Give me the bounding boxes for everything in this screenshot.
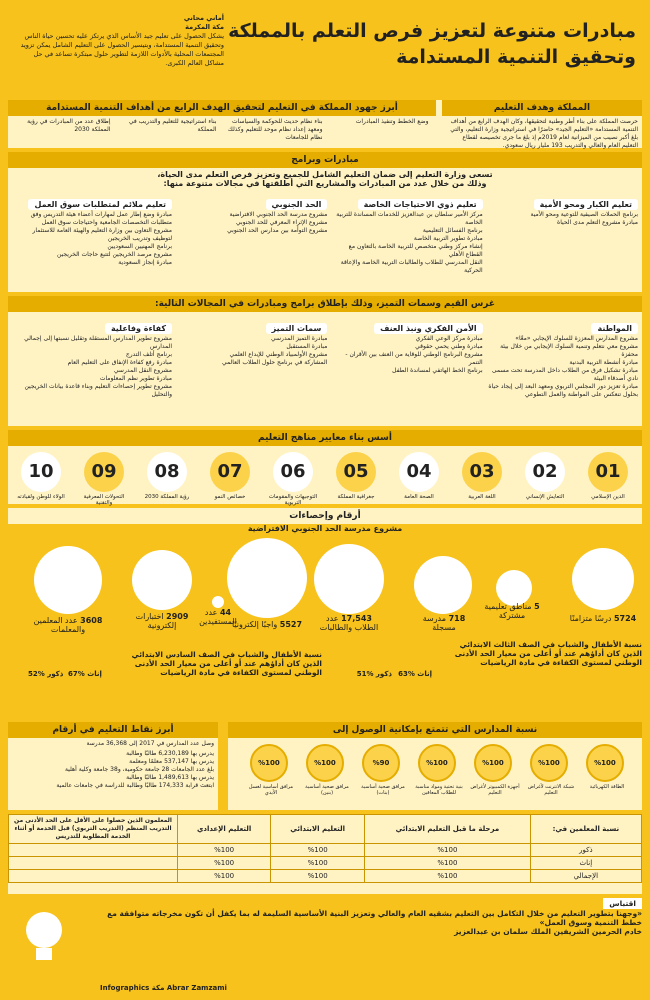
curriculum-number: 03	[462, 452, 502, 492]
effort-item: وضع الخطط وتنفيذ المبادرات	[355, 118, 429, 125]
stat-caption: مناطق تعليمية مشتركة	[484, 602, 532, 620]
row-label: إناث	[530, 857, 641, 870]
program-column	[333, 192, 483, 275]
curriculum-label: التحولات المعرفية والتقنية	[83, 494, 125, 506]
table-cell: %100	[178, 870, 271, 883]
value-item: مبادرة رفع كفاءة الإنفاق على التعليم العام	[67, 359, 173, 366]
curriculum-number: 07	[210, 452, 250, 492]
values-section	[8, 296, 642, 426]
gender-right-male: ذكور %51	[356, 670, 392, 678]
footer-brand: Infographics	[100, 984, 150, 992]
school-pct: %100	[586, 744, 624, 782]
number-item: يدرس بها 1,489,613 طالبًا وطالبة	[126, 774, 214, 781]
number-item: يدرس بها 537,147 معلمًا ومعلمة	[129, 758, 214, 765]
effort-item: بناء استراتيجية للتعليم والتدريب في المملكة	[128, 118, 217, 133]
program-column-title: تعليم ملائم لمتطلبات سوق العمل	[28, 199, 172, 210]
numbers-title: أبرز نقاط التعليم في أرقام	[8, 722, 218, 738]
program-item: مبادرة مشروع التعلم مدى الحياة	[557, 219, 638, 226]
curriculum-label: الصحة العامة	[404, 494, 434, 500]
program-item: مبادرة إنجاز السعودية	[118, 259, 173, 266]
value-column	[177, 316, 327, 399]
curriculum-label: الدين الإسلامي	[591, 494, 625, 500]
school-label: أجهزة الكمبيوتر لأغراض التعليم	[470, 784, 520, 796]
stat-bubble	[212, 596, 224, 608]
curriculum-number: 01	[588, 452, 628, 492]
program-item: مشروع مدرسة الحد الجنوبي الافتراضية	[229, 211, 328, 218]
numbers-section	[8, 722, 218, 810]
number-item: وصل عدد المدارس في 2017 إلى 36,368 مدرسة	[86, 740, 214, 747]
footer	[100, 984, 227, 992]
kingdom-text: حرصت المملكة على بناء أطر وطنية لتحقيقها، وكان الهدف الرابع من أهداف التنمية المستدامة «التعليم الجيد» حاضرًا في استراتيجية وزارة التعليم، والتي بلغ أكبر نصيب من الميزانية لعام 2019م إذ بلغ ما جرى تخصيصه لقطاع التعليم العام والعالي والتدريب 193 مليار ريال سعودي.	[450, 118, 638, 149]
value-item: مشروع تطوير إحصاءات التعليم وبناء قاعدة بيانات الخريجين والتحليل	[24, 383, 173, 398]
stat-value: 5724	[613, 614, 637, 623]
value-item: مبادرة المستقبل	[286, 343, 328, 350]
value-column-title: سمات التميز	[266, 323, 328, 334]
stat-label	[132, 612, 192, 630]
kingdom-efforts-band	[8, 100, 642, 148]
value-column	[333, 316, 483, 399]
value-column	[12, 316, 172, 399]
gender-left-female: إناث %67	[68, 670, 102, 678]
stat-value: 5527	[279, 620, 303, 629]
table-cell	[9, 870, 178, 883]
stat-caption: عدد المعلمين والمعلمات	[33, 616, 86, 634]
stat-caption: عدد المستفيدين	[199, 608, 237, 626]
effort-item: بناء نظام حديث للحوكمة والسياسات ومعهد إعداد نظام موحد للتعليم وكذلك نظام للجامعات	[227, 118, 323, 141]
stat-value: 2909	[166, 612, 189, 621]
stat-value: 718	[448, 614, 466, 623]
value-column-title: المواطنة	[591, 323, 638, 334]
stat-bubble	[132, 550, 192, 610]
kingdom-title: المملكة وهدف التعليم	[442, 100, 642, 116]
program-column-title: تعليم ذوي الاحتياجات الخاصة	[358, 199, 483, 210]
stat-bubble	[414, 556, 472, 614]
gender-right-text: نسبة الأطفال والشباب في الصف الثالث الابتدائي الذين كان أداؤهم عند أو أعلى من معيار الحد الأدنى الوطني لمستوى الكفاءة في مادة الرياضيات	[454, 640, 642, 667]
numbers-schools-section	[8, 722, 642, 810]
teachers-table	[8, 814, 642, 883]
program-item: مبادرة وضع إطار عمل لمهارات أعضاء هيئة التدريس وفق متطلبات التخصصات الجامعية واحتياجات سوق العمل	[30, 211, 173, 226]
value-column-title: كفاءة وفاعلية	[105, 323, 172, 334]
table-row	[9, 857, 642, 870]
stat-bubble	[227, 538, 307, 618]
program-item: مركز الأمير سلطان بن عبدالعزيز للخدمات المساندة للتربية الخاصة	[336, 211, 483, 226]
efforts-list	[8, 116, 436, 144]
program-item: مشروع الإثراء المعرفي للحد الجنوبي	[235, 219, 328, 226]
value-item: مبادرة وطني يحمي حقوقي	[415, 343, 483, 350]
school-pct: %100	[530, 744, 568, 782]
curriculum-label: الولاء للوطن ولقيادته	[17, 494, 65, 500]
table-cell: %100	[365, 844, 531, 857]
programs-lead-2: وذلك من خلال عدد من المبادرات والمشاريع التي أطلقتها في مجالات متنوعة منها:	[163, 179, 487, 188]
curriculum-label: اللغة العربية	[468, 494, 496, 500]
values-columns	[8, 312, 642, 403]
stat-label	[482, 602, 542, 620]
row-label: الإجمالي	[530, 870, 641, 883]
school-pct: %100	[250, 744, 288, 782]
value-item: مبادرة مركز الوعي الفكري	[415, 335, 483, 342]
value-column-title: الأمن الفكري ونبذ العنف	[374, 323, 483, 334]
quote-section	[8, 898, 642, 978]
program-item: مشروع التوأمة بين مدارس الحد الجنوبي	[227, 227, 328, 234]
stat-bubble	[314, 544, 384, 614]
programs-section	[8, 152, 642, 292]
value-item: مبادرة التميز المدرسي	[271, 335, 328, 342]
author: أماني محاني	[183, 14, 224, 22]
curriculum-label: خصائص النمو	[214, 494, 246, 500]
header	[0, 0, 650, 100]
table-cell: %100	[178, 857, 271, 870]
school-label: مرافق صحية أساسية (بنات)	[361, 784, 405, 796]
program-item: برنامج المهنيين السعوديين	[107, 243, 173, 250]
curriculum-number: 06	[273, 452, 313, 492]
stat-value: 44	[219, 608, 232, 617]
table-header-row	[9, 815, 642, 844]
value-item: المشاركة في برنامج حلول الطلاب العالمي	[221, 359, 328, 366]
program-item: إنشاء مركز وطني متخصص للتربية الخاصة بالتعاون مع القطاع الأهلي	[348, 243, 483, 258]
efforts-section	[8, 100, 436, 148]
program-item: مشروع مرصد الخريجين لتتبع حاجات الخريجين	[56, 251, 173, 258]
efforts-title: أبرز جهود المملكة في التعليم لتحقيق الهدف الرابع من أهداف التنمية المستدامة	[8, 100, 436, 116]
curriculum-number: 02	[525, 452, 565, 492]
table-cell: %100	[271, 844, 365, 857]
table-cell: %100	[365, 857, 531, 870]
school-label: شبكة الانترنت لأغراض التعليم	[527, 784, 575, 796]
stat-caption: مدرسة مسجلة	[422, 614, 456, 632]
stat-label	[190, 608, 246, 626]
stat-label	[568, 614, 638, 623]
gender-left-male: ذكور %52	[28, 670, 64, 678]
programs-title: مبادرات وبرامج	[8, 152, 642, 168]
table-cell: %100	[178, 844, 271, 857]
stat-value: 5	[534, 602, 540, 611]
stat-bubble	[496, 570, 532, 606]
value-item: مشروع المدارس المعززة للسلوك الإيجابي «معًا»	[515, 335, 638, 342]
table-cell: %100	[271, 870, 365, 883]
values-title: غرس القيم وسمات التميز، وذلك بإطلاق برامج ومبادرات في المجالات التالية:	[8, 296, 642, 312]
table-header: نسبة المعلمين في:	[530, 815, 641, 844]
quote-block	[92, 898, 642, 936]
table-cell	[9, 857, 178, 870]
stat-bubble	[572, 548, 634, 610]
school-pct: %100	[418, 744, 456, 782]
kingdom-section	[442, 100, 642, 148]
program-item: النقل المدرسي للطلاب والطالبات التربية الخاصة والإعاقة الحركية	[340, 259, 483, 274]
program-column-title: الحد الجنوبي	[266, 199, 328, 210]
title-line-2: وتحقيق التنمية المستدامة	[396, 46, 636, 68]
stats-section	[8, 508, 642, 636]
curriculum-number: 05	[336, 452, 376, 492]
school-label: الطاقة الكهربائية	[589, 784, 625, 790]
table-cell	[9, 844, 178, 857]
value-item: برنامج الخط الهاتفي لمساندة الطفل	[392, 367, 483, 374]
stat-label	[314, 614, 384, 632]
school-label: مرافق أساسية لغسل الأيدي	[248, 784, 294, 796]
school-label: مرافق صحية أساسية (بنين)	[305, 784, 349, 796]
stat-value: 17,543	[341, 614, 372, 623]
curriculum-number: 08	[147, 452, 187, 492]
intro-block	[14, 14, 224, 68]
number-item: ابتعث قرابة 174,333 طالبًا وطالبة للدراسة في جامعات عالمية	[56, 782, 214, 789]
stat-bubble	[34, 546, 102, 614]
table-cell: %100	[271, 857, 365, 870]
curriculum-label: التعايش الإنساني	[525, 494, 565, 500]
quote-author: خادم الحرمين الشريفين الملك سلمان بن عبدالعزيز	[454, 927, 642, 936]
programs-lead-1: تسعى وزارة التعليم إلى ضمان التعليم الشامل للجميع وتعزيز فرص التعلم مدى الحياة،	[157, 170, 493, 179]
value-item: مبادرة تشكيل فرق من الطلاب داخل المدرسة تحت مسمى نادي أصدقاء البيئة	[491, 367, 638, 382]
programs-columns	[8, 188, 642, 279]
city: مكة المكرمة	[185, 23, 224, 31]
curriculum-number: 10	[21, 452, 61, 492]
stats-subtitle: مشروع مدرسة الحد الجنوبي الافتراضية	[247, 524, 403, 533]
value-item: مشروع النقل المدرسي	[113, 367, 173, 374]
row-label: ذكور	[530, 844, 641, 857]
table-row	[9, 870, 642, 883]
curriculum-label: جغرافية المملكة	[337, 494, 375, 500]
program-column-title: تعليم الكبار ومحو الأمية	[534, 199, 638, 210]
quote-text: «وجهنا بتطوير التعليم من خلال التكامل بين التعليم بشقيه العام والعالي وتعزيز البنية الأساسية السليمة له بما يكفل أن تكون مخرجاته متوافقة مع خطط التنمية وسوق العمل»	[107, 909, 642, 927]
schools-title: نسبة المدارس التي تتمتع بإمكانية الوصول إلى	[228, 722, 642, 738]
quote-title: اقتباس	[603, 898, 642, 909]
stat-caption: اختبارات إلكترونية	[135, 612, 177, 630]
stat-caption: عدد الطلاب والطالبات	[319, 614, 379, 632]
number-item: بلغ عدد الجامعات 28 جامعة حكومية، و38 جامعة وكلية أهلية	[64, 766, 214, 773]
value-item: مشروع الأولمبياد الوطني للإبداع العلمي	[229, 351, 328, 358]
curriculum-number: 04	[399, 452, 439, 492]
table-header: مرحلة ما قبل التعليم الابتدائي	[365, 815, 531, 844]
value-item: برنامج أتلف التدرج	[125, 351, 173, 358]
table-header: التعليم الإعدادي	[178, 815, 271, 844]
table-header: التعليم الابتدائي	[271, 815, 365, 844]
schools-section	[228, 722, 642, 810]
value-item: مشروع البرنامج الوطني للوقاية من العنف بين الأقران - التنمر	[345, 351, 483, 366]
program-item: برنامج الحملات الصيفية للتوعية ومحو الأمية	[530, 211, 638, 218]
page-title	[216, 18, 636, 70]
curriculum-label: رؤية المملكة 2030	[144, 494, 190, 500]
lightbulb-icon	[14, 900, 74, 980]
gender-section	[8, 640, 642, 720]
intro-text: يشكل الحصول على تعليم جيد الأساس الذي يرتكز عليه تحسين حياة الناس وتحقيق التنمية المستدامة، وبتيسير الحصول على التعليم الشامل يمكن تزويد المجتمعات المحلية بالأدوات اللازمة لتطوير حلول مبتكرة تساعد في حل مشاكل العالم الكبرى.	[20, 32, 224, 67]
school-pct: %100	[474, 744, 512, 782]
footer-designer: Abrar Zamzami	[166, 984, 227, 992]
footer-logo: مكة	[151, 984, 165, 992]
program-column	[177, 192, 327, 275]
stat-label	[30, 616, 106, 634]
school-label: بنية تحتية ومواد مناسبة للطلاب المعاقين	[415, 784, 463, 796]
stat-value: 3608	[80, 616, 103, 625]
value-item: مبادرة أنشطة التربية البدنية	[569, 359, 638, 366]
value-column	[488, 316, 638, 399]
school-pct: %90	[362, 744, 400, 782]
table-cell: %100	[365, 870, 531, 883]
value-item: مبادرة تعزيز دور المجلس التربوي ومعهد البعد إلى إيجاد حياة بحلول تنعكس على المواطنة والعمل التطوعي	[488, 383, 638, 398]
number-item: يدرس بها 6,230,189 طالبًا وطالبة	[126, 750, 214, 757]
teachers-section	[8, 814, 642, 894]
stat-caption: واجبًا إلكترونيًا	[231, 620, 278, 629]
stat-label	[414, 614, 474, 632]
program-item: برنامج الفسائل التعليمية	[422, 227, 483, 234]
program-column	[488, 192, 638, 275]
gender-left-text: نسبة الأطفال والشباب في الصف السادس الابتدائي الذين كان أداؤهم عند أو أعلى من معيار الحد الأدنى الوطني لمستوى الكفاءة في مادة الرياضيات	[131, 650, 322, 677]
value-item: مبادرة تطوير نظم المعلومات	[99, 375, 173, 382]
title-line-1: مبادرات متنوعة لتعزيز فرص التعلم بالمملكة	[228, 20, 636, 42]
effort-item: إطلاق عدد من المبادرات في رؤية المملكة 2030	[27, 118, 111, 133]
curriculum-section	[8, 430, 642, 504]
gender-right-female: إناث %63	[398, 670, 432, 678]
school-pct: %100	[306, 744, 344, 782]
table-note: المعلمون الذين حصلوا على الأقل على الحد الأدنى من التدريب المنظم (التدريب التربوي) قبل الخدمة أو أثناء الخدمة المطلوبة للتدريس	[9, 815, 178, 844]
program-column	[12, 192, 172, 275]
curriculum-label: التوجيهات والمقومات التربوية	[268, 494, 318, 506]
program-item: مبادرة تطوير التربية الخاصة	[413, 235, 483, 242]
curriculum-number: 09	[84, 452, 124, 492]
program-item: مشروع التعاون بين وزارة التعليم والهيئة العامة للاستثمار لتوظيف وتدريب الخريجين	[32, 227, 173, 242]
stats-title: أرقام وإحصاءات	[8, 508, 642, 524]
value-item: مشروع معي نتعلم وتنمية السلوك الإيجابي من خلال بيئة محفزة	[500, 343, 638, 358]
curriculum-title: أسس بناء معايير مناهج التعليم	[8, 430, 642, 446]
table-row	[9, 844, 642, 857]
value-item: مشروع تطوير المدارس المستقلة وتقليل نسبتها إلى إجمالي المدارس	[24, 335, 173, 350]
stat-caption: درسًا متزامنًا	[569, 614, 612, 623]
